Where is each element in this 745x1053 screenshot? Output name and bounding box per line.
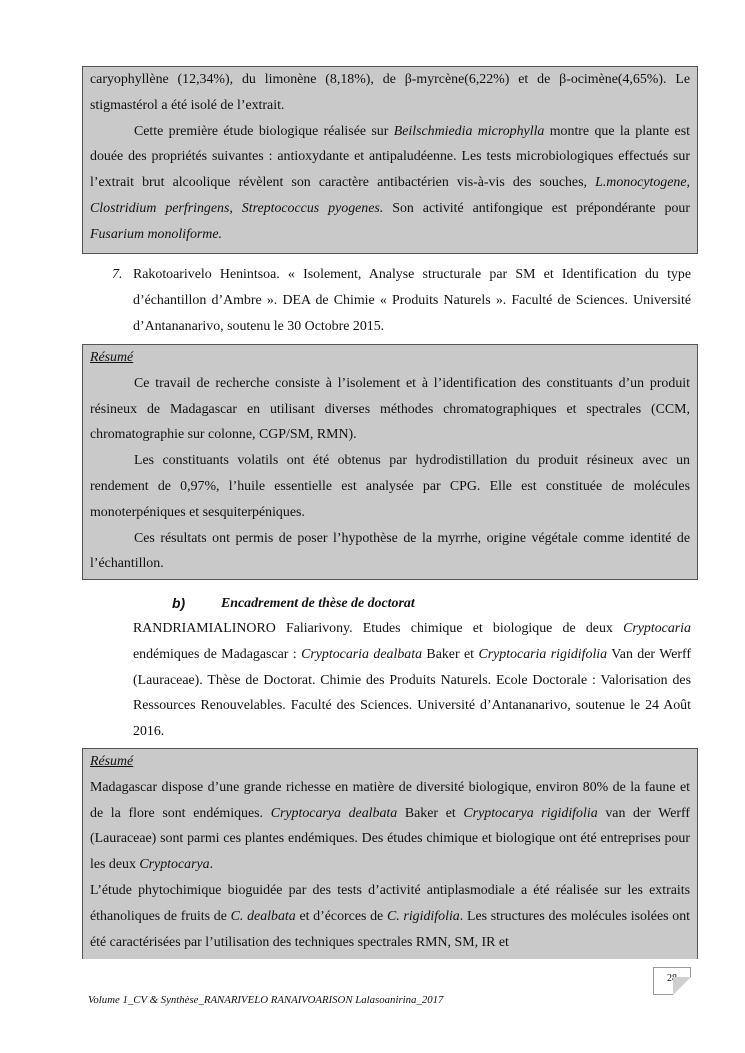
species-name: C. rigidifolia	[386, 908, 460, 924]
summary-heading: Résumé	[90, 350, 134, 365]
summary-paragraph: Ce travail de recherche consiste à l’isolement et à l’identification des constituants d’un produit résineux de Madagascar en utilisant diverses méthodes chromatographiques et spectrales (CCM, chromatographie sur colonne, CGP/SM, RMN).	[90, 375, 690, 443]
genus-name: Cryptocarya	[139, 857, 210, 873]
page-footer: Volume 1_CV & Synthèse_RANARIVELO RANAIVOARISON Lalasoanirina_2017	[88, 994, 444, 1006]
summary-paragraph: Ces résultats ont permis de poser l’hypothèse de la myrrhe, origine végétale comme identité de l’échantillon.	[90, 530, 690, 572]
summary-box-continued	[82, 66, 698, 254]
page-number: 28	[667, 973, 677, 984]
summary-paragraph: Cette première étude biologique réalisée sur Beilschmiedia microphylla montre que la plante est douée des propriétés suivantes : antioxydante et antipaludéenne. Les tests microbiologiques effectués sur l’extrait brut alcoolique révèlent son caractère antibactérien vis-à-vis des souches, L.monocytogene, Clostridium perfringens, Streptococcus pyogenes. Son activité antifongique est prépondérante pour Fusarium monoliforme.	[90, 123, 690, 242]
section-title: Encadrement de thèse de doctorat	[221, 596, 415, 611]
section-letter: b)	[172, 595, 186, 611]
reference-entry: Rakotoarivelo Henintsoa. « Isolement, Analyse structurale par SM et Identification du type d’échantillon d’Ambre ». DEA de Chimie « Produits Naturels ». Faculté de Sciences. Université d’Antananarivo, soutenu le 30 Octobre 2015.	[133, 267, 691, 334]
species-name: Cryptocarya rigidifolia	[463, 805, 598, 821]
genus-name: Cryptocaria	[623, 621, 691, 636]
summary-paragraph: Madagascar dispose d’une grande richesse en matière de diversité biologique, environ 80% de la faune et de la flore sont endémiques. Cryptocarya dealbata Baker et Cryptocarya rigidifolia van der Werff (Lauraceae) sont parmi ces plantes endémiques. Des études chimique et biologique ont été entreprises pour les deux Cryptocarya.	[90, 779, 691, 873]
thesis-reference: RANDRIAMIALINORO Faliarivony. Etudes chimique et biologique de deux Cryptocaria endémiques de Madagascar : Cryptocaria dealbata Baker et Cryptocaria rigidifolia Van der Werff (Lauraceae). Thèse de Doctorat. Chimie des Produits Naturels. Ecole Doctorale : Valorisation des Ressources Renouvelables. Faculté des Sciences. Université d’Antananarivo, soutenue le 24 Août 2016.	[133, 621, 691, 740]
summary-box	[82, 344, 698, 580]
species-name: Cryptocarya dealbata	[270, 805, 398, 821]
page-number-badge	[653, 967, 691, 995]
species-list: , L.monocytogene, Clostridium perfringens, Streptococcus pyogenes.	[90, 175, 690, 216]
species-name: C. dealbata	[230, 908, 296, 924]
reference-number: 7.	[112, 267, 123, 282]
species-name: Cryptocaria dealbata	[301, 646, 423, 662]
summary-paragraph: L’étude phytochimique bioguidée par des tests d’activité antiplasmodiale a été réalisée sur les extraits éthanoliques de fruits de C. dealbata et d’écorces de C. rigidifolia. Les structures des molécules isolées ont été caractérisées par l’utilisation des techniques spectrales RMN, SM, IR et	[90, 882, 691, 950]
page-curl-icon	[673, 977, 691, 995]
summary-paragraph: Les constituants volatils ont été obtenus par hydrodistillation du produit résineux avec un rendement de 0,97%, l’huile essentielle est analysée par CPG. Elle est constituée de molécules monoterpéniques et sesquiterpéniques.	[90, 453, 690, 520]
species-name: Beilschmiedia microphylla	[393, 123, 545, 139]
species-name: Cryptocaria rigidifolia	[478, 646, 608, 662]
summary-paragraph: caryophyllène (12,34%), du limonène (8,18%), de β-myrcène(6,22%) et de β-ocimène(4,65%). Le stigmastérol a été isolé de l’extrait.	[90, 72, 690, 113]
summary-heading: Résumé	[90, 754, 134, 769]
summary-box	[82, 748, 698, 959]
species-name: Fusarium monoliforme.	[90, 226, 222, 242]
